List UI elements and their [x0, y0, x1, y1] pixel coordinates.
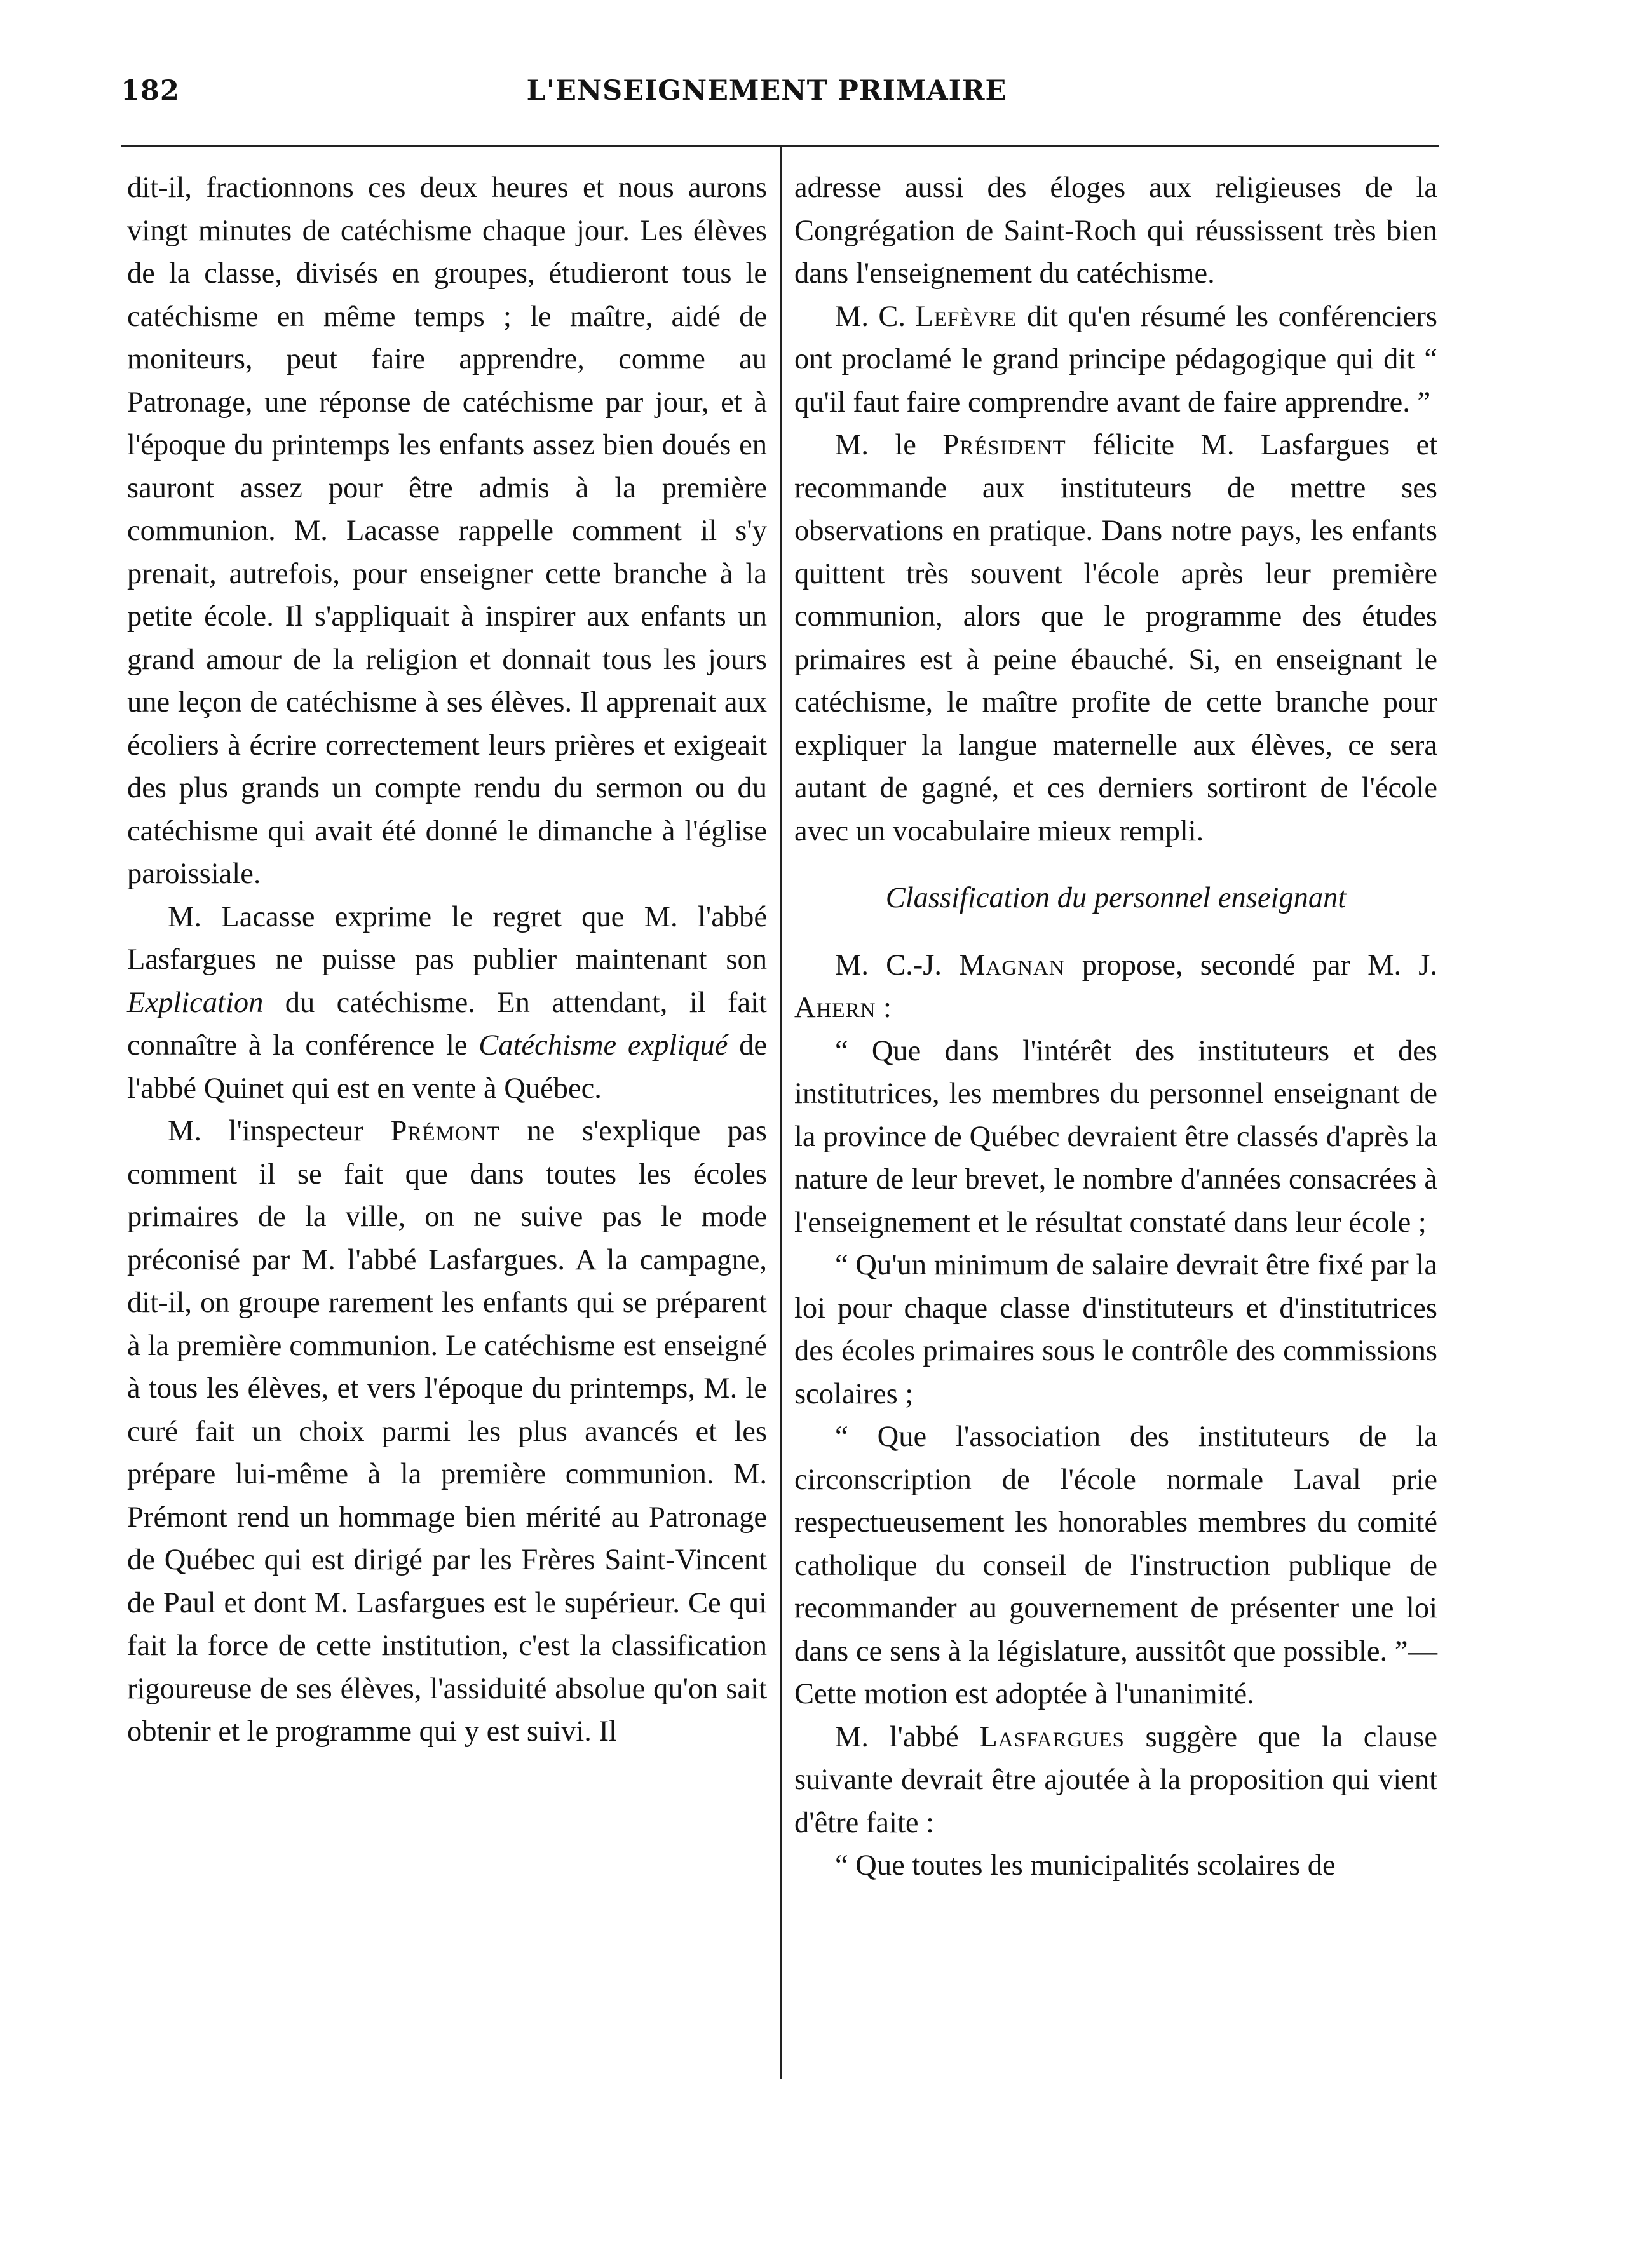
book-title-italic: Catéchisme expliqué: [478, 1029, 728, 1062]
motion-clause: “ Qu'un minimum de salaire devrait être fixé par la loi pour chaque classe d'instituteurs et d'institutrices des écoles primaires sous le contrôle des commissions scolaires ;: [794, 1249, 1437, 1410]
section-spacer: [794, 920, 1437, 944]
paragraph: [794, 944, 1437, 1030]
paragraph-text: M. Lacasse exprime le regret que M. l'abbé Lasfargues ne puisse pas publier maintenant son: [127, 900, 767, 976]
paragraph: [127, 896, 767, 1110]
paragraph-text: ne s'explique pas comment il se fait que dans toutes les écoles primaires de la ville, on ne suive pas le mode préconisé par M. l'abbé Lasfargues. A la campagne, dit-il, on groupe rarement les enfants qui se préparent à la première communion. Le catéchisme est enseigné à tous les élèves, et vers l'époque du printemps, M. le curé fait un choix parmi les plus avancés et les prépare lui-même à la première communion. M. Prémont rend un hommage bien mérité au Patronage de Québec qui est dirigé par les Frères Saint-Vincent de Paul et dont M. Lasfargues est le supérieur. Ce qui fait la force de cette institution, c'est la classification rigoureuse de ses élèves, l'assiduité absolue qu'on sait obtenir et le programme qui y est suivi. Il: [127, 1115, 767, 1748]
paragraph: [127, 1110, 767, 1753]
right-column: [794, 166, 1437, 1887]
paragraph-text: suggère que la clause suivante devrait être ajoutée à la proposition qui vient d'être faite :: [794, 1720, 1437, 1839]
paragraph-text: M. le: [835, 429, 943, 461]
speaker-name: Lasfargues: [979, 1720, 1125, 1753]
book-title-italic: Explication: [127, 986, 264, 1019]
header-rule: [121, 145, 1439, 147]
running-title: L'ENSEIGNEMENT PRIMAIRE: [526, 75, 1007, 107]
column-divider: [780, 147, 782, 2079]
motion-clause: “ Que l'association des instituteurs de la circonscription de l'école normale Laval prie respectueusement les honorables membres du comité catholique du conseil de l'instruction publique de recommander au gouvernement de présenter une loi dans ce sens à la législature, aussitôt que possible. ”— Cette motion est adoptée à l'unanimité.: [794, 1421, 1437, 1710]
paragraph-text: adresse aussi des éloges aux religieuses de la Congrégation de Saint-Roch qui réussissent très bien dans l'enseignement du catéchisme.: [794, 172, 1437, 290]
motion-clause: “ Que dans l'intérêt des instituteurs et des institutrices, les membres du personnel enseignant de la province de Québec devraient être classés d'après la nature de leur brevet, le nombre d'années consacrées à l'enseignement et le résultat constaté dans leur école ;: [794, 1034, 1437, 1239]
speaker-name: Ahern: [794, 992, 876, 1024]
speaker-name: Prémont: [390, 1115, 500, 1147]
motion-clause: “ Que toutes les municipalités scolaires de: [835, 1849, 1336, 1882]
paragraph-text: dit-il, fractionnons ces deux heures et nous aurons vingt minutes de catéchisme chaque jour. Les élèves de la classe, divisés en groupes, étudieront tous le catéchisme en même temps ; le maître, aidé de moniteurs, peut faire apprendre, comme au Patronage, une réponse de catéchisme par jour, et à l'époque du printemps les enfants assez bien doués en sauront assez pour être admis à la première communion. M. Lacasse rappelle comment il s'y prenait, autrefois, pour enseigner cette branche à la petite école. Il s'appliquait à inspirer aux enfants un grand amour de la religion et donnait tous les jours une leçon de catéchisme à ses élèves. Il apprenait aux écoliers à écrire correctement leurs prières et exigeait des plus grands un compte rendu du sermon ou du catéchisme qui avait été donné le dimanche à l'église paroissiale.: [127, 172, 767, 890]
speaker-name: Lefèvre: [915, 300, 1017, 333]
paragraph: [794, 166, 1437, 295]
paragraph-text: de l'abbé Quinet qui est en vente à Québec.: [127, 1029, 768, 1105]
section-heading: Classification du personnel enseignant: [885, 882, 1347, 914]
page-number: 182: [121, 75, 180, 107]
paragraph-text: du catéchisme. En attendant, il fait connaître à la conférence le: [127, 986, 767, 1062]
paragraph-text: :: [876, 992, 892, 1024]
running-head: [121, 75, 1413, 126]
paragraph-text: M. C.-J.: [835, 948, 960, 982]
paragraph-text: dit qu'en résumé les conférenciers ont proclamé le grand principe pédagogique qui dit “ qu'il faut faire comprendre avant de faire apprendre. ”: [794, 300, 1437, 419]
speaker-name: Président: [942, 429, 1066, 461]
paragraph-text: félicite M. Lasfargues et recommande aux instituteurs de mettre ses observations en pratique. Dans notre pays, les enfants quittent très souvent l'école après leur première communion, alors que le programme des études primaires est à peine ébauché. Si, en enseignant le catéchisme, le maître profite de cette branche pour expliquer la langue maternelle aux élèves, ce sera autant de gagné, et ces derniers sortiront de l'école avec un vocabulaire mieux rempli.: [794, 429, 1438, 847]
paragraph-text: propose, secondé par M. J.: [1064, 948, 1437, 982]
paragraph-text: M. l'inspecteur: [168, 1115, 391, 1147]
left-column: [127, 166, 767, 1753]
paragraph-text: M. l'abbé: [835, 1720, 980, 1753]
paragraph-text: M. C.: [835, 300, 916, 333]
paragraph: [127, 166, 767, 896]
paragraph: [794, 1716, 1437, 1845]
paragraph: [794, 295, 1437, 424]
section-spacer: [794, 853, 1437, 877]
speaker-name: Magnan: [959, 948, 1065, 982]
paragraph: [794, 424, 1437, 853]
